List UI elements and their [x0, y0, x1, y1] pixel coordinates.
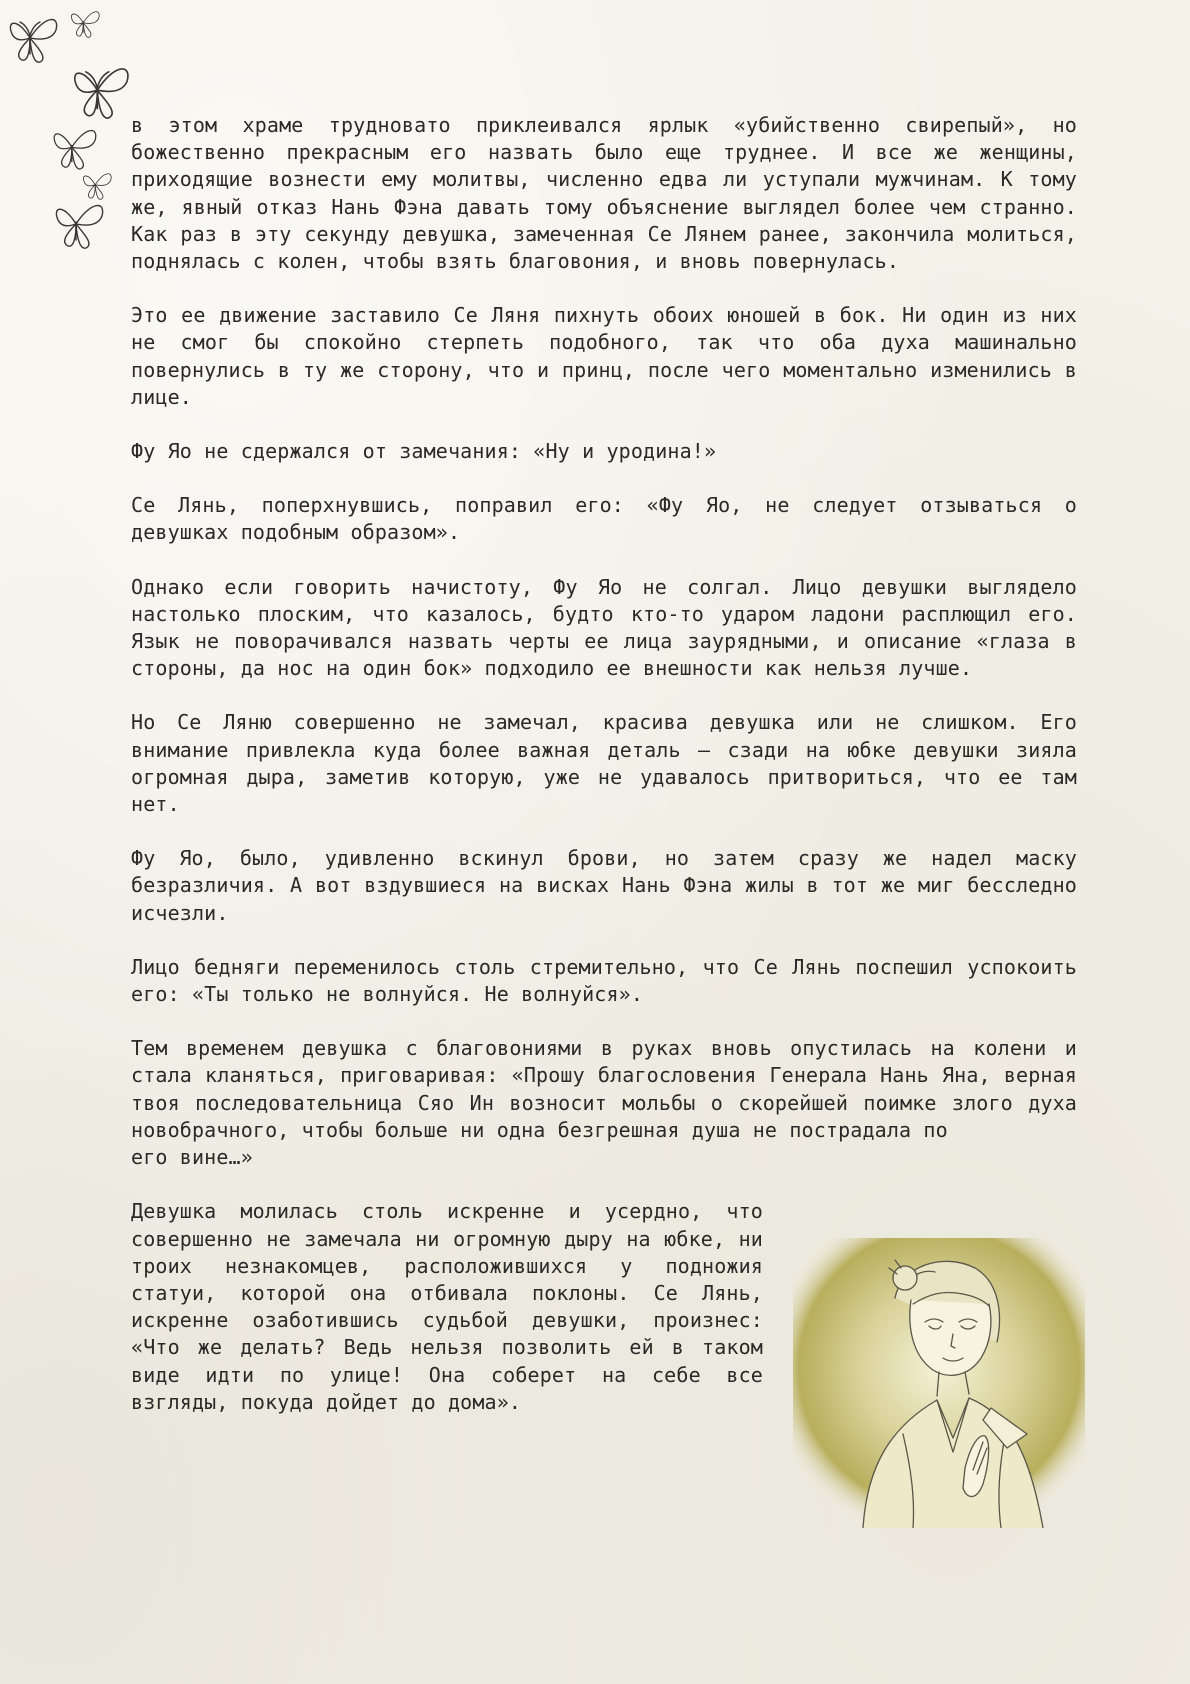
paragraph: Се Лянь, поперхнувшись, поправил его: «Фу Яо, не следует отзываться о девушках подобным образом». [131, 493, 1077, 545]
paragraph: Это ее движение заставило Се Ляня пихнуть обоих юношей в бок. Ни один из них не смог бы спокойно стерпеть подобного, так что оба духа машинально повернулись в ту же сторону, что и принц, после чего моментально изменились в лице. [131, 303, 1077, 409]
butterflies-decoration [0, 0, 150, 260]
paragraph: Но Се Ляню совершенно не замечал, красива девушка или не слишком. Его внимание привлекла куда более важная деталь — сзади на юбке девушки зияла огромная дыра, заметив которую, уже не удавалось притвориться, что ее там нет. [131, 710, 1077, 817]
paragraph: Фу Яо не сдержался от замечания: «Ну и уродина!» [131, 439, 717, 464]
butterfly-icon [56, 206, 102, 249]
paragraph: Тем временем девушка с благовониями в руках вновь опустилась на колени и стала кланяться, приговаривая: «Прошу благословения Генерала Нань Яна, верная твоя последовательница Сяо Ин возносит мольбы о скорейшей поимке злого духа новобрачного, чтобы больше ни одна безгрешная душа не пострадала по [131, 1036, 1077, 1142]
paragraph: Однако если говорить начистоту, Фу Яо не солгал. Лицо девушки выглядело настолько плоским, что казалось, будто кто-то ударом ладони расплющил его. Язык не поворачивался назвать черты ее лица заурядными, и описание «глаза в стороны, да нос на один бок» подходило ее внешности как нельзя лучше. [131, 574, 1077, 681]
paragraph: Лицо бедняги переменилось столь стремительно, что Се Лянь поспешил успокоить его: «Ты только не волнуйся. Не волнуйся». [131, 954, 1077, 1007]
paragraph: Девушка молилась столь искренне и усердно, что совершенно не замечала ни огромную дыру на юбке, ни троих незнакомцев, расположившихся у подножия статуи, которой она отбивала поклоны. Се Лянь, искренне озаботившись судьбой девушки, произнес: «Что же делать? Ведь нельзя позволить ей в таком виде идти по улице! Она соберет на себе все взгляды, покуда дойдет до дома». [131, 1199, 763, 1414]
butterfly-icon [54, 131, 96, 169]
butterfly-icon [10, 20, 56, 63]
girl-praying-illustration [793, 1238, 1085, 1528]
paragraph: в этом храме трудновато приклеивался ярлык «убийственно свирепый», но божественно прекрасным его назвать было еще труднее. И все же женщины, приходящие вознести ему молитвы, численно едва ли уступали мужчинам. К тому же, явный отказ Нань Фэна давать тому объяснение выглядел более чем странно. Как раз в эту секунду девушка, замеченная Се Лянем ранее, закончила молиться, поднялась с колен, чтобы взять благовония, и вновь повернулась. [131, 113, 1077, 274]
paragraph: его вине…» [131, 1145, 253, 1170]
butterfly-icon [71, 12, 99, 38]
butterfly-icon [75, 69, 128, 118]
paragraph: Фу Яо, было, удивленно вскинул брови, но затем сразу же надел маску безразличия. А вот вздувшиеся на висках Нань Фэна жилы в тот же миг бесследно исчезли. [131, 846, 1077, 925]
butterfly-icon [83, 174, 111, 200]
